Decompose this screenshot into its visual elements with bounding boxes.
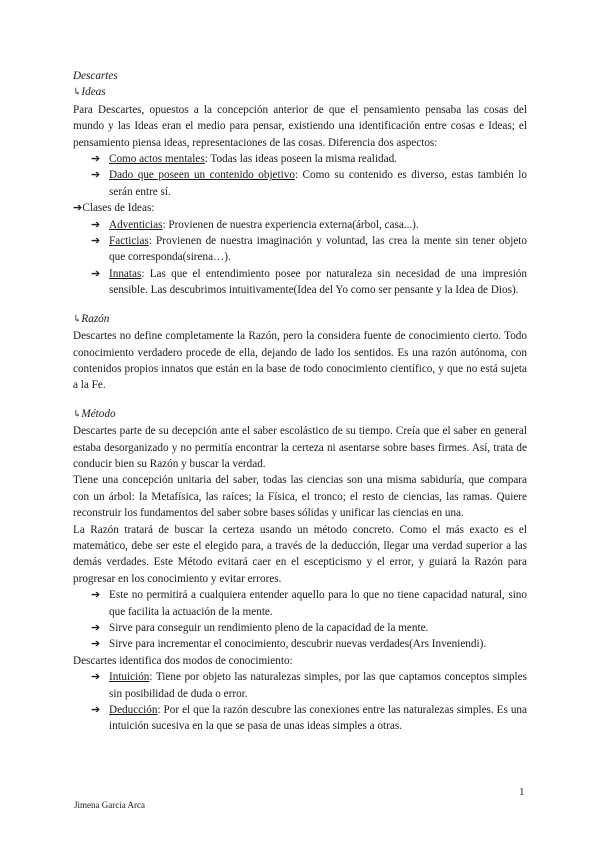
- arrow-icon: ➔: [91, 235, 101, 248]
- definition: : Las que el entendimiento posee por naturaleza sin necesidad de una impresión sensible. Las descubrimos intuitivamente(Idea del Yo como ser pensante y la Idea de Dios).: [109, 267, 527, 297]
- definition: : Tiene por objeto las naturalezas simples, por las que captamos conceptos simples sin posibilidad de duda o error.: [109, 671, 527, 700]
- classes-label-text: Clases de Ideas:: [82, 202, 155, 215]
- arrow-icon: ➔: [91, 267, 101, 280]
- list-item: [91, 587, 527, 620]
- ideas-intro: Para Descartes, opuestos a la concepción anterior de que el pensamiento pensaba las cosas del mundo y las Ideas eran el medio para pensar, existiendo una identificación entre cosas e Ideas; el pensamiento piensa ideas, representaciones de las cosas. Diferencia dos aspectos:: [73, 103, 527, 149]
- definition: : Provienen de nuestra experiencia externa(árbol, casa...).: [162, 218, 419, 231]
- arrow-icon: ➔: [91, 589, 101, 602]
- definition: : Provienen de nuestra imaginación y voluntad, las crea la mente sin tener objeto que corresponda(sirena…).: [109, 235, 527, 264]
- arrow-icon: ➔: [91, 671, 101, 684]
- list-item: [91, 217, 527, 233]
- aspects-list: [73, 151, 527, 200]
- list-item: [91, 669, 527, 702]
- razon-text: Descartes no define completamente la Razón, pero la considera fuente de conocimiento cierto. Todo conocimiento verdadero procede de ella, dejando de lado los sentidos. Es una razón autónoma, con contenidos propios innatos que están en la base de todo conocimiento científico, y que no está sujeta a la Fe.: [73, 330, 527, 392]
- arrow-icon: ➔: [91, 622, 101, 634]
- document-title: Descartes: [73, 70, 118, 82]
- subsection-arrow-icon: ↳: [73, 408, 82, 420]
- subsection-arrow-icon: ↳: [73, 87, 82, 99]
- arrow-icon: ➔: [91, 638, 101, 651]
- list-item: [91, 233, 527, 266]
- metodo-paragraph-3: La Razón tratará de buscar la certeza usando un método concreto. Como el más exacto es el matemático, debe ser este el elegido para, a través de la deducción, llegar una verdad superior a las demás verdades. Este Método evitará caer en el escepticismo y el error, y guiará la Razón para progresar en los conocimiento y evitar errores.: [73, 523, 527, 585]
- list-item: [91, 151, 527, 167]
- section-gap: [73, 394, 527, 406]
- subsection-arrow-icon: ↳: [73, 313, 82, 325]
- term: Deducción: [109, 704, 158, 717]
- definition: : Por el que la razón descubre las conexiones entre las naturalezas simples. Es una intuición sucesiva en la que se pasa de unas ideas simples a otras.: [109, 704, 527, 733]
- list-item: [91, 620, 527, 636]
- page-number: 1: [519, 786, 525, 798]
- bullet-text: Sirve para incrementar el conocimiento, descubrir nuevas verdades(Ars Inveniendi).: [109, 638, 487, 651]
- classes-label: [73, 200, 527, 216]
- section-heading-label: Ideas: [81, 86, 106, 99]
- modes-list: [73, 669, 527, 735]
- definition: : Como su contenido es diverso, estas también lo serán entre sí.: [109, 169, 528, 198]
- section-heading-label: Razón: [81, 312, 110, 325]
- section-heading-metodo: [73, 406, 527, 423]
- term: Como actos mentales: [109, 153, 205, 166]
- metodo-paragraph-1: Descartes parte de su decepción ante el saber escolástico de su tiempo. Creía que el saber en general estaba desorganizado y no permitía encontrar la certeza ni asentarse sobre bases firmes. Así, trata de conducir bien su Razón y buscar la verdad.: [73, 425, 527, 470]
- footer-author: Jimena García Arca: [74, 800, 145, 810]
- term: Adventicias: [109, 218, 163, 231]
- list-item: [91, 702, 527, 735]
- bullet-text: Sirve para conseguir un rendimiento pleno de la capacidad de la mente.: [109, 622, 429, 634]
- section-gap: [73, 299, 527, 311]
- arrow-icon: ➔: [91, 704, 101, 717]
- metodo-bullets: [73, 587, 527, 653]
- list-item: [91, 636, 527, 652]
- arrow-icon: ➔: [91, 153, 101, 166]
- term: Innatas: [109, 267, 142, 280]
- modes-intro: Descartes identifica dos modos de conocimiento:: [73, 654, 293, 667]
- arrow-icon: ➔: [91, 169, 101, 182]
- section-heading-label: Método: [81, 407, 116, 420]
- arrow-icon: ➔: [73, 202, 83, 215]
- term: Facticias: [109, 235, 149, 248]
- list-item: [91, 266, 527, 299]
- arrow-icon: ➔: [91, 218, 101, 231]
- metodo-paragraph-2: Tiene una concepción unitaria del saber, todas las ciencias son una misma sabiduría, que compara con un árbol: la Metafísica, las raíces; la Física, el tronco; el resto de ciencias, las ramas. Quiere reconstruir los fundamentos del saber sobre bases sólidas y unificar las ciencias en una.: [73, 474, 527, 520]
- bullet-text: Este no permitirá a cualquiera entender aquello para lo que no tiene capacidad natural, sino que facilita la actuación de la mente.: [109, 589, 527, 618]
- term: Dado que poseen un contenido objetivo: [109, 169, 295, 182]
- classes-list: [73, 217, 527, 299]
- list-item: [91, 167, 527, 200]
- term: Intuición: [109, 671, 150, 684]
- section-heading-razon: [73, 311, 527, 328]
- section-heading-ideas: [73, 84, 527, 101]
- definition: : Todas las ideas poseen la misma realidad.: [204, 153, 397, 166]
- document-body: [73, 68, 527, 735]
